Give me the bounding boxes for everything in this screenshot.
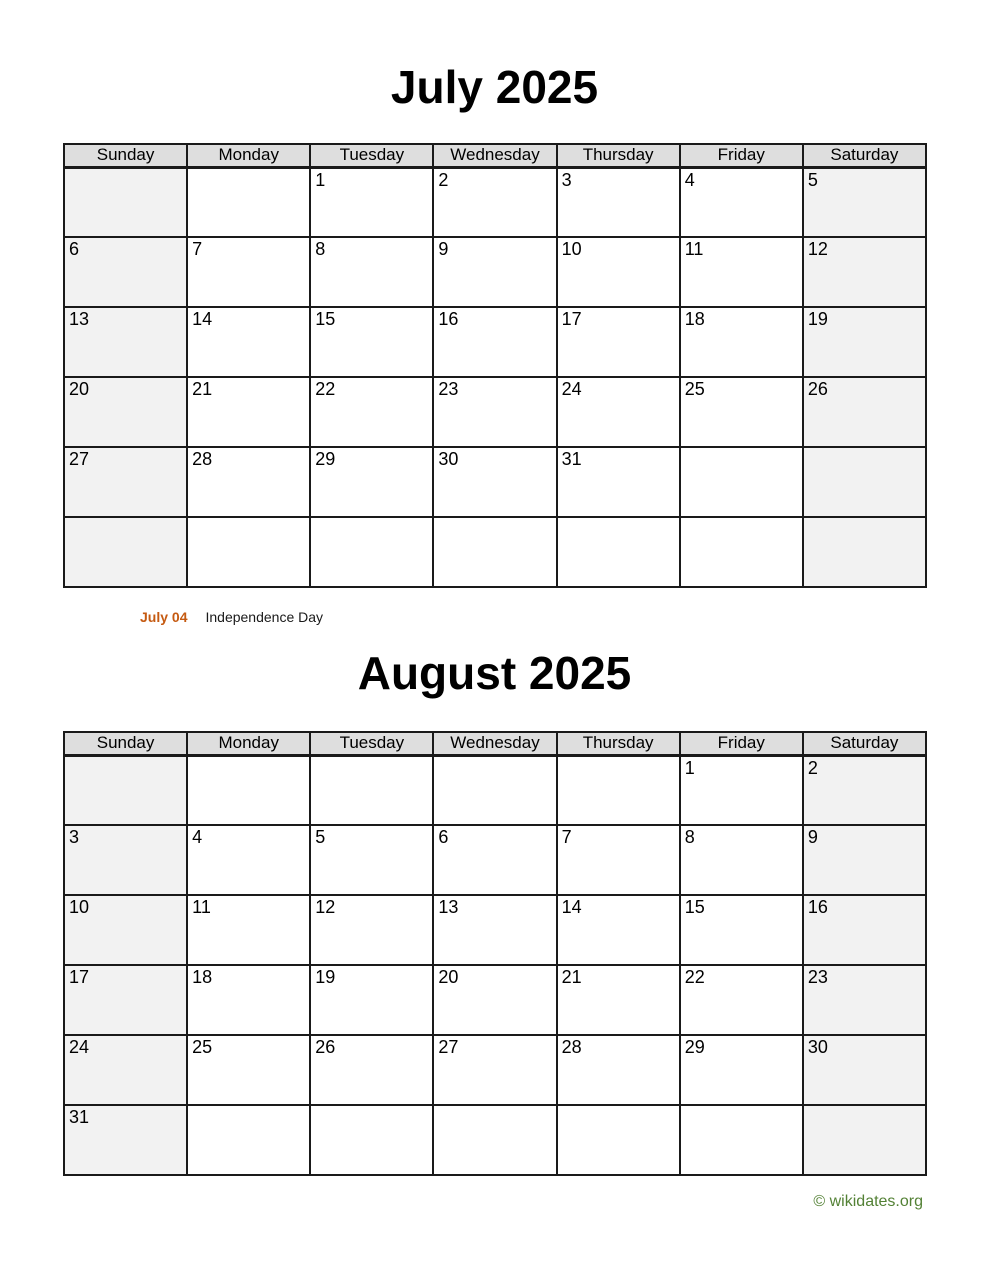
day-cell-16: 16 (803, 895, 926, 965)
week-row (64, 307, 926, 377)
day-cell-empty (433, 517, 556, 587)
day-cell-7: 7 (557, 825, 680, 895)
week-row (64, 825, 926, 895)
weekday-header-tuesday: Tuesday (310, 732, 433, 755)
day-cell-20: 20 (433, 965, 556, 1035)
weekday-header-thursday: Thursday (557, 732, 680, 755)
week-row (64, 755, 926, 825)
day-cell-22: 22 (310, 377, 433, 447)
day-cell-15: 15 (680, 895, 803, 965)
weekday-header-friday: Friday (680, 732, 803, 755)
day-cell-18: 18 (680, 307, 803, 377)
day-cell-27: 27 (433, 1035, 556, 1105)
day-cell-7: 7 (187, 237, 310, 307)
day-cell-30: 30 (433, 447, 556, 517)
weekday-header-wednesday: Wednesday (433, 144, 556, 167)
day-cell-empty (187, 1105, 310, 1175)
weekday-header-monday: Monday (187, 144, 310, 167)
week-row (64, 1035, 926, 1105)
day-cell-28: 28 (557, 1035, 680, 1105)
weekday-header-friday: Friday (680, 144, 803, 167)
day-cell-16: 16 (433, 307, 556, 377)
day-cell-26: 26 (803, 377, 926, 447)
day-cell-26: 26 (310, 1035, 433, 1105)
day-cell-empty (557, 1105, 680, 1175)
day-cell-2: 2 (803, 755, 926, 825)
holiday-date-label: July 04 (140, 609, 188, 625)
day-cell-14: 14 (187, 307, 310, 377)
day-cell-17: 17 (64, 965, 187, 1035)
day-cell-10: 10 (64, 895, 187, 965)
day-cell-13: 13 (64, 307, 187, 377)
august-month-title: August 2025 (357, 647, 632, 699)
day-cell-empty (187, 755, 310, 825)
day-cell-29: 29 (680, 1035, 803, 1105)
day-cell-empty (64, 755, 187, 825)
day-cell-31: 31 (557, 447, 680, 517)
day-cell-5: 5 (803, 167, 926, 237)
day-cell-empty (803, 447, 926, 517)
day-cell-12: 12 (310, 895, 433, 965)
day-cell-23: 23 (803, 965, 926, 1035)
august-weekday-header-row (64, 732, 926, 755)
day-cell-empty (433, 755, 556, 825)
day-cell-12: 12 (803, 237, 926, 307)
day-cell-6: 6 (64, 237, 187, 307)
day-cell-8: 8 (680, 825, 803, 895)
day-cell-empty (680, 1105, 803, 1175)
weekday-header-sunday: Sunday (64, 732, 187, 755)
day-cell-4: 4 (187, 825, 310, 895)
day-cell-empty (310, 517, 433, 587)
weekday-header-row (64, 732, 926, 755)
day-cell-3: 3 (557, 167, 680, 237)
day-cell-9: 9 (433, 237, 556, 307)
week-row (64, 237, 926, 307)
weekday-header-monday: Monday (187, 732, 310, 755)
day-cell-9: 9 (803, 825, 926, 895)
day-cell-5: 5 (310, 825, 433, 895)
week-row (64, 517, 926, 587)
day-cell-empty (64, 167, 187, 237)
day-cell-14: 14 (557, 895, 680, 965)
day-cell-23: 23 (433, 377, 556, 447)
day-cell-empty (803, 517, 926, 587)
august-calendar-body (64, 755, 926, 1175)
day-cell-11: 11 (680, 237, 803, 307)
weekday-header-sunday: Sunday (64, 144, 187, 167)
july-calendar-table (63, 143, 927, 588)
weekday-header-thursday: Thursday (557, 144, 680, 167)
week-row (64, 167, 926, 237)
day-cell-31: 31 (64, 1105, 187, 1175)
day-cell-13: 13 (433, 895, 556, 965)
day-cell-empty (680, 517, 803, 587)
day-cell-2: 2 (433, 167, 556, 237)
day-cell-empty (803, 1105, 926, 1175)
weekday-header-wednesday: Wednesday (433, 732, 556, 755)
week-row (64, 965, 926, 1035)
day-cell-19: 19 (803, 307, 926, 377)
day-cell-24: 24 (64, 1035, 187, 1105)
day-cell-8: 8 (310, 237, 433, 307)
day-cell-10: 10 (557, 237, 680, 307)
day-cell-3: 3 (64, 825, 187, 895)
day-cell-empty (310, 1105, 433, 1175)
day-cell-22: 22 (680, 965, 803, 1035)
day-cell-30: 30 (803, 1035, 926, 1105)
day-cell-empty (557, 517, 680, 587)
day-cell-18: 18 (187, 965, 310, 1035)
weekday-header-saturday: Saturday (803, 732, 926, 755)
day-cell-empty (64, 517, 187, 587)
day-cell-11: 11 (187, 895, 310, 965)
day-cell-21: 21 (557, 965, 680, 1035)
site-credit: © wikidates.org (813, 1193, 923, 1210)
day-cell-25: 25 (680, 377, 803, 447)
weekday-header-saturday: Saturday (803, 144, 926, 167)
day-cell-empty (310, 755, 433, 825)
weekday-header-tuesday: Tuesday (310, 144, 433, 167)
july-calendar-body (64, 167, 926, 587)
day-cell-4: 4 (680, 167, 803, 237)
week-row (64, 895, 926, 965)
day-cell-empty (187, 517, 310, 587)
day-cell-24: 24 (557, 377, 680, 447)
week-row (64, 1105, 926, 1175)
day-cell-1: 1 (680, 755, 803, 825)
day-cell-empty (680, 447, 803, 517)
day-cell-empty (433, 1105, 556, 1175)
day-cell-25: 25 (187, 1035, 310, 1105)
day-cell-1: 1 (310, 167, 433, 237)
day-cell-20: 20 (64, 377, 187, 447)
day-cell-empty (187, 167, 310, 237)
day-cell-19: 19 (310, 965, 433, 1035)
week-row (64, 377, 926, 447)
july-weekday-header-row (64, 144, 926, 167)
day-cell-21: 21 (187, 377, 310, 447)
july-month-title: July 2025 (390, 61, 599, 113)
day-cell-empty (557, 755, 680, 825)
day-cell-28: 28 (187, 447, 310, 517)
holiday-note (140, 607, 323, 627)
day-cell-17: 17 (557, 307, 680, 377)
day-cell-27: 27 (64, 447, 187, 517)
day-cell-29: 29 (310, 447, 433, 517)
holiday-name-label: Independence Day (205, 609, 324, 625)
day-cell-6: 6 (433, 825, 556, 895)
august-calendar-table (63, 731, 927, 1176)
weekday-header-row (64, 144, 926, 167)
week-row (64, 447, 926, 517)
day-cell-15: 15 (310, 307, 433, 377)
